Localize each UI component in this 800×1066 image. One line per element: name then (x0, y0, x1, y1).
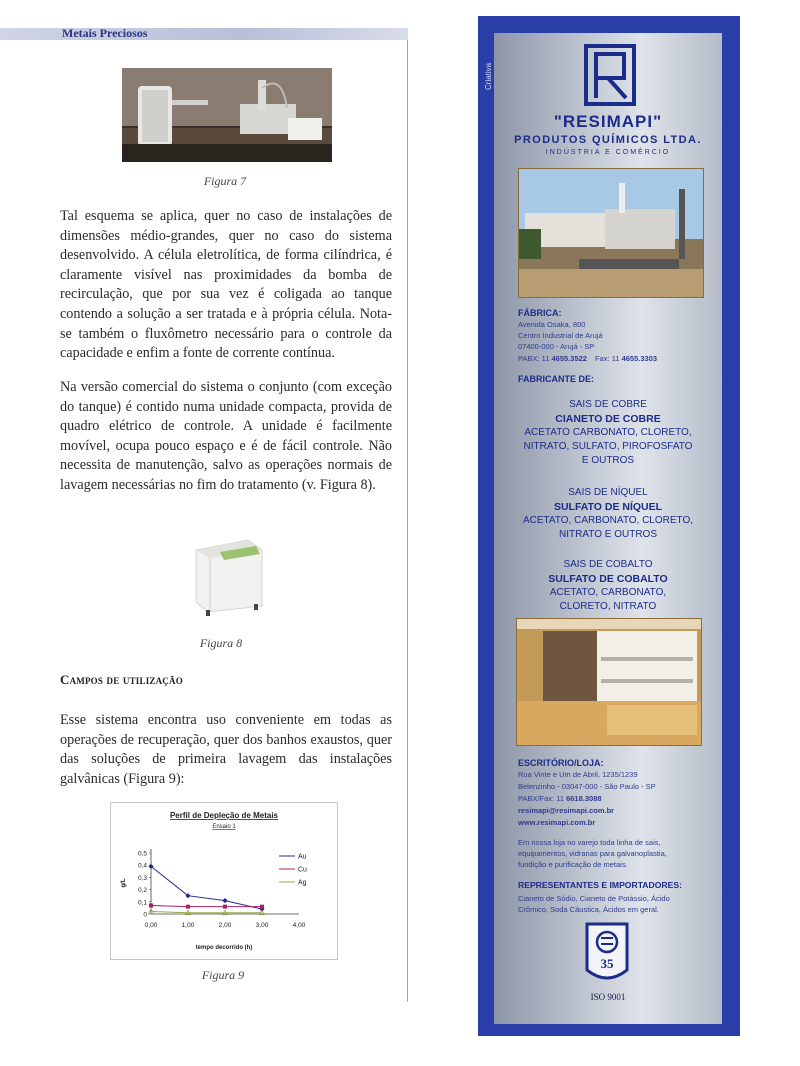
paragraph-1: Tal esquema se aplica, quer no caso de instalações de dimensões médio-grandes, quer no caso do sistema desenvolvido. A célula eletrolítica, de forma cilíndrica, é claramente visível nas proximidades da bomba de recirculação, que por sua vez é coligada ao tanque contendo a solução a ser tratada e à própria célula. Nota-se também o fluxômetro necessário para o controle da capacidade e enfim a fonte de corrente contínua. (60, 208, 392, 362)
factory-fax-prefix: Fax: 11 (595, 354, 622, 363)
y-tick-label: 0,1 (137, 899, 147, 907)
ad-side-text: Criativa (484, 62, 493, 90)
office-address-2: Belenzinho - 03047-000 - São Paulo - SP (518, 782, 656, 791)
product-group (494, 486, 722, 542)
seal-number: 35 (600, 956, 614, 971)
products-list (494, 398, 722, 630)
data-point-cu (149, 903, 153, 907)
anniversary-seal-icon (583, 922, 631, 986)
y-tick-label: 0,5 (137, 850, 147, 858)
office-phone: 6618.3088 (566, 794, 602, 803)
chart-title: Perfil de Depleção de Metais (169, 811, 279, 820)
x-tick-label: 2,00 (218, 922, 232, 929)
product-detail: CLORETO, NITRATO (559, 601, 657, 612)
product-group (494, 558, 722, 614)
y-tick-label: 0,2 (137, 887, 147, 895)
y-axis-label: g/L (121, 878, 127, 888)
data-point-cu (223, 905, 227, 909)
office-label: ESCRITÓRIO/LOJA: (518, 758, 604, 768)
store-text-1: Em nossa loja no varejo toda linha de sais, (518, 838, 661, 847)
office-email[interactable]: resimapi@resimapi.com.br (518, 806, 615, 815)
office-website[interactable]: www.resimapi.com.br (518, 818, 596, 827)
product-detail: ACETATO CARBONATO, CLORETO, (524, 427, 692, 438)
product-detail: NITRATO E OUTROS (559, 529, 657, 540)
maker-label: FABRICANTE DE: (518, 374, 594, 384)
store-text-2: equipamentos, vidrarias para galvanoplastia, (518, 849, 667, 858)
y-tick-label: 0,4 (137, 862, 147, 870)
product-family: SAIS DE COBALTO (563, 559, 653, 570)
product-detail: NITRATO, SULFATO, PIROFOSFATO (523, 441, 693, 452)
factory-address-3: 07400-000 - Arujá - SP (518, 342, 595, 351)
office-phone-line (518, 794, 602, 804)
product-main: SULFATO DE NÍQUEL (553, 501, 663, 513)
x-tick-label: 0,00 (144, 922, 158, 929)
paragraph-3: Esse sistema encontra uso conveniente em todas as operações de recuperação, quer dos banhos exaustos, quer das soluções de primeira lavagem das instalações galvânicas (Figura 9): (60, 712, 392, 787)
factory-phones (518, 354, 722, 364)
series-line-au (151, 866, 262, 909)
figure-7-photo (122, 68, 332, 162)
factory-address-2: Centro Industrial de Arujá (518, 331, 603, 340)
data-point-au (222, 898, 227, 903)
data-point-cu (260, 905, 264, 909)
office-phone-prefix: PABX/Fax: 11 (518, 794, 567, 803)
product-main: CIANETO DE COBRE (555, 413, 661, 425)
reps-label: REPRESENTANTES E IMPORTADORES: (518, 880, 682, 890)
x-tick-label: 4,00 (292, 922, 306, 929)
legend-label: Au (298, 853, 307, 861)
series-line-ag (151, 912, 262, 913)
figure-7-caption: Figura 7 (203, 174, 247, 188)
paragraph-2: Na versão comercial do sistema o conjunto (com exceção do tanque) é contido numa unidade compacta, provida de quadro elétrico de controle. A unidade é facilmente movível, ocupa pouco espaço e é de fácil controle. Não necessita de manutenção, salvo as operações normais de lavagem necessárias no fim do tratamento (v. Figura 8). (60, 379, 392, 493)
product-group (494, 398, 722, 468)
product-detail: E OUTROS (581, 455, 635, 466)
x-tick-label: 1,00 (181, 922, 195, 929)
factory-label: FÁBRICA: (518, 308, 562, 318)
factory-photo (518, 168, 704, 298)
factory-address-1: Avenida Osaka, 800 (518, 320, 586, 329)
product-detail: ACETATO, CARBONATO, CLORETO, (522, 515, 694, 526)
ad-company-name: "RESIMAPI" (553, 112, 663, 131)
factory-phone-prefix: PABX: 11 (518, 354, 552, 363)
legend-label: Ag (298, 879, 307, 887)
reps-text-2: Crômico, Soda Cáustica, Ácidos em geral. (518, 905, 659, 914)
product-family: SAIS DE COBRE (569, 399, 647, 410)
chart-subtitle: Ensaio 1 (212, 824, 236, 830)
figure-8-caption: Figura 8 (199, 636, 243, 650)
office-address-1: Rua Vinte e Um de Abril, 1235/1239 (518, 770, 638, 779)
figure-8-photo (186, 532, 270, 618)
y-tick-label: 0 (143, 911, 147, 919)
legend-label: Cu (298, 866, 307, 874)
factory-phone: 4655.3522 (551, 354, 587, 363)
reps-text-1: Cianeto de Sódio, Cianeto de Potássio, Ácido (518, 894, 670, 903)
store-photo (516, 618, 702, 746)
column-divider (407, 40, 408, 1002)
x-axis-label: tempo decorrido (h) (195, 945, 253, 951)
product-main: SULFATO DE COBALTO (548, 573, 668, 585)
ad-company-subtitle: PRODUTOS QUÍMICOS LTDA. (514, 134, 702, 146)
ad-tagline: INDÚSTRIA E COMÉRCIO (545, 149, 671, 156)
factory-fax: 4655.3303 (621, 354, 658, 363)
section-heading: Campos de utilização (60, 672, 183, 687)
product-detail: ACETATO, CARBONATO, (549, 587, 667, 598)
data-point-cu (186, 905, 190, 909)
figure-9-chart (110, 802, 338, 960)
x-tick-label: 3,00 (255, 922, 269, 929)
product-family: SAIS DE NÍQUEL (568, 487, 648, 498)
store-text-3: fundição e purificação de metais. (518, 860, 628, 869)
iso-label: ISO 9001 (590, 992, 626, 1002)
section-header-title: Metais Preciosos (62, 26, 148, 40)
resimapi-logo (584, 44, 636, 106)
y-tick-label: 0,3 (137, 874, 147, 882)
figure-9-caption: Figura 9 (201, 968, 245, 982)
